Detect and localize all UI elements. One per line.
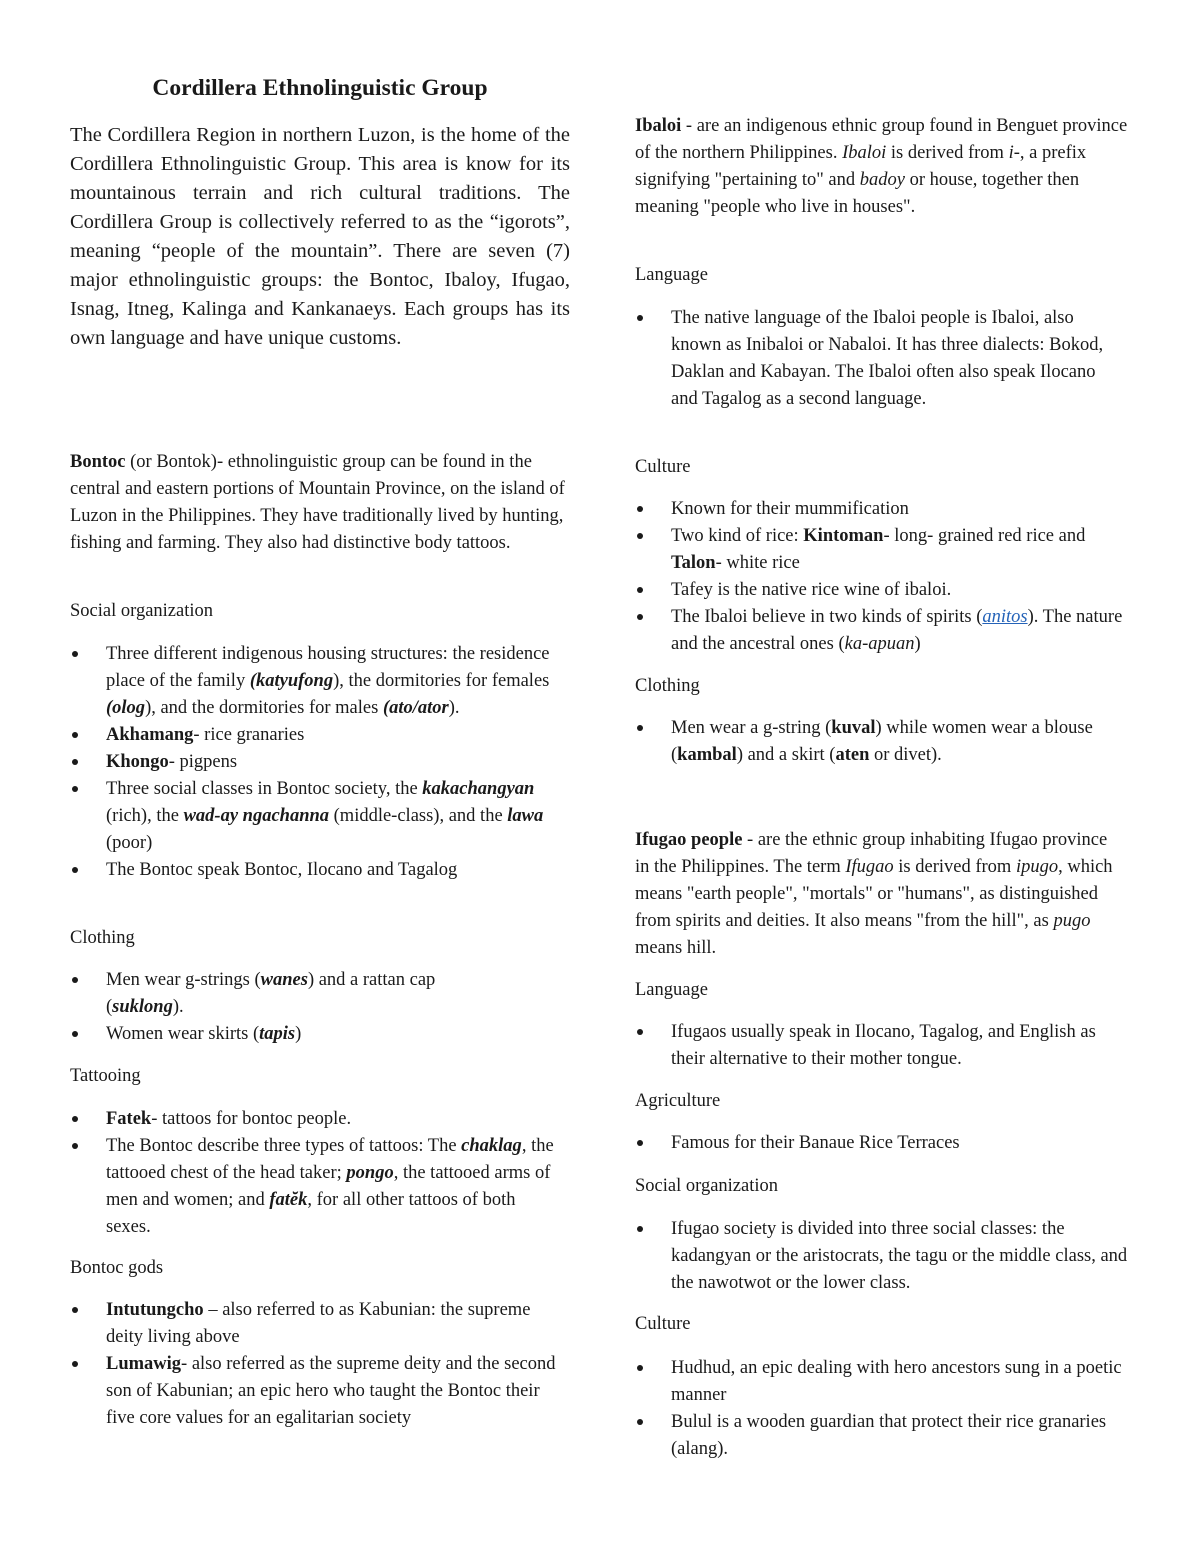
- page-title: Cordillera Ethnolinguistic Group: [152, 75, 488, 101]
- ifugao-description: Ifugao people - are the ethnic group inhabiting Ifugao province in the Philippines. The term Ifugao is derived from ipugo, which means "earth people", "mortals" or "humans", as distinguished from spirits and deities. It also means "from the hill", as pugo means hill.: [635, 830, 1113, 958]
- bontoc-gods-list: [70, 1297, 570, 1432]
- list-item: The Bontoc speak Bontoc, Ilocano and Tagalog: [70, 857, 550, 884]
- list-item: Khongo- pigpens: [70, 749, 550, 776]
- ifugao-social-list: [635, 1216, 1130, 1297]
- ibaloi-clothing-heading: Clothing: [635, 676, 700, 696]
- list-item: Intutungcho – also referred to as Kabunian: the supreme deity living above: [70, 1297, 570, 1351]
- list-item: Men wear a g-string (kuval) while women wear a blouse (kambal) and a skirt (aten or divet).: [635, 715, 1110, 769]
- list-item: Bulul is a wooden guardian that protect their rice granaries (alang).: [635, 1409, 1125, 1463]
- ifugao-language-heading: Language: [635, 980, 708, 1000]
- list-item: Three different indigenous housing structures: the residence place of the family (katyufong), the dormitories for females (olog), and the dormitories for males (ato/ator).: [70, 641, 550, 722]
- bontoc-tattoo-heading: Tattooing: [70, 1066, 141, 1086]
- list-item: Known for their mummification: [635, 496, 1125, 523]
- ifugao-language-list: [635, 1019, 1115, 1073]
- list-item: Famous for their Banaue Rice Terraces: [635, 1130, 1115, 1157]
- ifugao-culture-heading: Culture: [635, 1314, 691, 1334]
- list-item: Akhamang- rice granaries: [70, 722, 550, 749]
- ifugao-agri-list: [635, 1130, 1115, 1157]
- bontoc-clothing-list: [70, 967, 510, 1048]
- list-item: Tafey is the native rice wine of ibaloi.: [635, 577, 1125, 604]
- bontoc-clothing-heading: Clothing: [70, 928, 135, 948]
- bontoc-gods-heading: Bontoc gods: [70, 1258, 164, 1278]
- bontoc-social-heading: Social organization: [70, 601, 213, 621]
- ibaloi-clothing-list: [635, 715, 1110, 769]
- ibaloi-name: Ibaloi: [635, 116, 682, 136]
- list-item: The native language of the Ibaloi people is Ibaloi, also known as Inibaloi or Nabaloi. It has three dialects: Bokod, Daklan and Kabayan. The Ibaloi often also speak Ilocano and Tagalog as a second language.: [635, 305, 1105, 413]
- ibaloi-culture-heading: Culture: [635, 457, 691, 477]
- list-item: Ifugao society is divided into three social classes: the kadangyan or the aristocrats, the tagu or the middle class, and the nawotwot or the lower class.: [635, 1216, 1130, 1297]
- list-item: Three social classes in Bontoc society, the kakachangyan (rich), the wad-ay ngachanna (middle-class), and the lawa (poor): [70, 776, 550, 857]
- anitos-link[interactable]: anitos: [982, 607, 1028, 627]
- ifugao-agri-heading: Agriculture: [635, 1091, 721, 1111]
- ibaloi-description: Ibaloi - are an indigenous ethnic group found in Benguet province of the northern Philippines. Ibaloi is derived from i-, a prefix signifying "pertaining to" and badoy or house, together then meaning "people who live in houses".: [635, 116, 1128, 217]
- bontoc-social-list: [70, 641, 550, 884]
- ibaloi-language-heading: Language: [635, 265, 708, 285]
- bontoc-tattoo-list: [70, 1106, 560, 1241]
- list-item: The Ibaloi believe in two kinds of spirits (anitos). The nature and the ancestral ones (ka-apuan): [635, 604, 1125, 658]
- bontoc-description: Bontoc (or Bontok)- ethnolinguistic group can be found in the central and eastern portions of Mountain Province, on the island of Luzon in the Philippines. They have traditionally lived by hunting, fishing and farming. They also had distinctive body tattoos.: [70, 452, 565, 553]
- list-item: Men wear g-strings (wanes) and a rattan cap (suklong).: [70, 967, 510, 1021]
- list-item: Two kind of rice: Kintoman- long- grained red rice and Talon- white rice: [635, 523, 1125, 577]
- ifugao-name: Ifugao people: [635, 830, 743, 850]
- list-item: Ifugaos usually speak in Ilocano, Tagalog, and English as their alternative to their mother tongue.: [635, 1019, 1115, 1073]
- list-item: Hudhud, an epic dealing with hero ancestors sung in a poetic manner: [635, 1355, 1125, 1409]
- list-item: Fatek- tattoos for bontoc people.: [70, 1106, 560, 1133]
- ibaloi-language-list: [635, 305, 1105, 413]
- bontoc-name: Bontoc: [70, 452, 126, 472]
- list-item: Women wear skirts (tapis): [70, 1021, 510, 1048]
- ifugao-culture-list: [635, 1355, 1125, 1463]
- list-item: The Bontoc describe three types of tattoos: The chaklag, the tattooed chest of the head taker; pongo, the tattooed arms of men and women; and fatĕk, for all other tattoos of both sexes.: [70, 1133, 560, 1241]
- list-item: Lumawig- also referred as the supreme deity and the second son of Kabunian; an epic hero who taught the Bontoc their five core values for an egalitarian society: [70, 1351, 570, 1432]
- ifugao-social-heading: Social organization: [635, 1176, 778, 1196]
- intro-paragraph: The Cordillera Region in northern Luzon, is the home of the Cordillera Ethnolinguistic Group. This area is know for its mountainous terrain and rich cultural traditions. The Cordillera Group is collectively referred to as the “igorots”, meaning “people of the mountain”. There are seven (7) major ethnolinguistic groups: the Bontoc, Ibaloy, Ifugao, Isnag, Itneg, Kalinga and Kankanaeys. Each groups has its own language and have unique customs.: [70, 124, 570, 349]
- ibaloi-culture-list: [635, 496, 1125, 658]
